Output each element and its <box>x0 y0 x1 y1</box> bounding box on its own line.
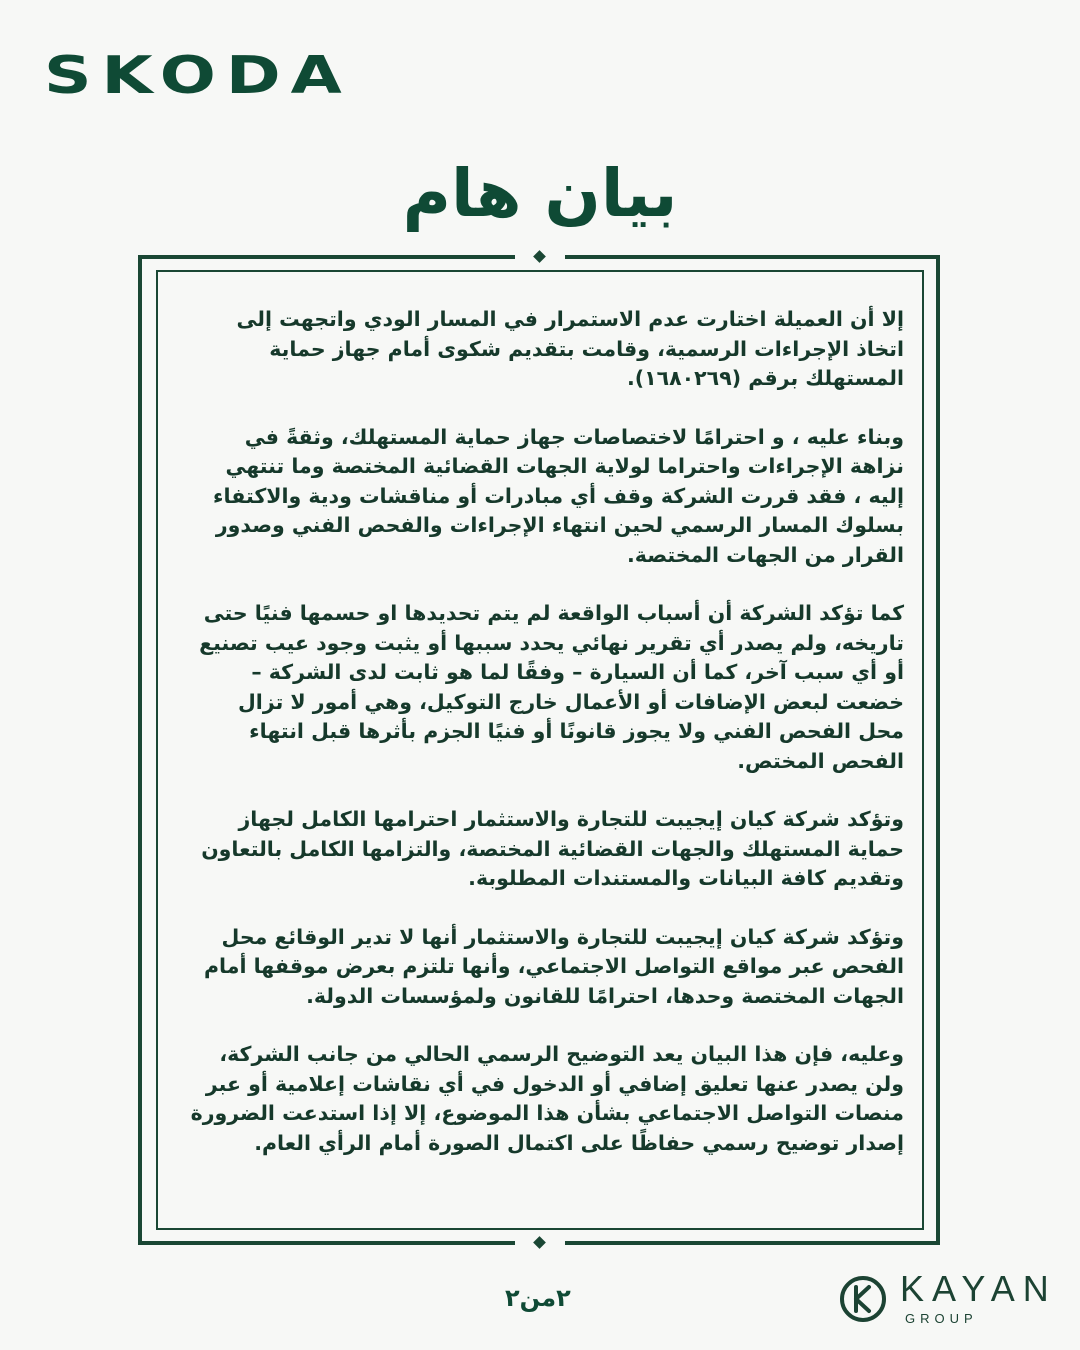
kayan-logo-icon <box>838 1274 888 1324</box>
paragraph-5: وتؤكد شركة كيان إيجيبت للتجارة والاستثمار أنها لا تدير الوقائع محل الفحص عبر مواقع التواصل الاجتماعي، وأنها تلتزم بعرض موقفها أمام الجهات المختصة وحدها، احترامًا للقانون ولمؤسسات الدولة. <box>204 924 904 1008</box>
paragraph-4: وتؤكد شركة كيان إيجيبت للتجارة والاستثمار احترامها الكامل لجهاز حماية المستهلك والجهات القضائية المختصة، والتزامها الكامل بالتعاون وتقديم كافة البيانات والمستندات المطلوبة. <box>201 807 904 890</box>
paragraph-6: وعليه، فإن هذا البيان يعد التوضيح الرسمي الحالي من جانب الشركة، ولن يصدر عنها تعليق إضافي أو الدخول في أي نقاشات إعلامية أو عبر منصات التواصل الاجتماعي بشأن هذا الموضوع، إلا إذا استدعت الضرورة إصدار توضيح رسمي حفاظًا على اكتمال الصورة أمام الرأي العام. <box>190 1042 904 1155</box>
statement-body <box>188 305 904 1187</box>
paragraph-1: إلا أن العميلة اختارت عدم الاستمرار في المسار الودي واتجهت إلى اتخاذ الإجراءات الرسمية، وقامت بتقديم شكوى أمام جهاز حماية المستهلك برقم (١٦٨٠٢٦٩). <box>236 307 904 390</box>
skoda-logo: SKODA <box>44 45 352 106</box>
kayan-logo-text: KAYAN <box>900 1268 1057 1309</box>
paragraph-2: وبناء عليه ، و احترامًا لاختصاصات جهاز حماية المستهلك، وثقةً في نزاهة الإجراءات واحتراما لولاية الجهات القضائية المختصة وما تنتهي إليه ، فقد قررت الشركة وقف أي مبادرات أو مناقشات ودية والاكتفاء بسلوك المسار الرسمي لحين انتهاء الإجراءات والفحص الفني وصدور القرار من الجهات المختصة. <box>213 424 904 567</box>
page-title: بيان هام <box>402 155 678 232</box>
page-number: ٢من٢ <box>505 1284 571 1312</box>
paragraph-3: كما تؤكد الشركة أن أسباب الواقعة لم يتم تحديدها او حسمها فنيًا حتى تاريخه، ولم يصدر أي تقرير نهائي يحدد سببها أو يثبت وجود عيب تصنيع أو أي سبب آخر، كما أن السيارة – وفقًا لما هو ثابت لدى الشركة – خضعت لبعض الإضافات أو الأعمال خارج التوكيل، وهي أمور لا تزال محل الفحص الفني ولا يجوز قانونًا أو فنيًا الجزم بأثرها قبل انتهاء الفحص المختص. <box>199 601 904 773</box>
kayan-logo-subtitle: GROUP <box>905 1311 978 1326</box>
